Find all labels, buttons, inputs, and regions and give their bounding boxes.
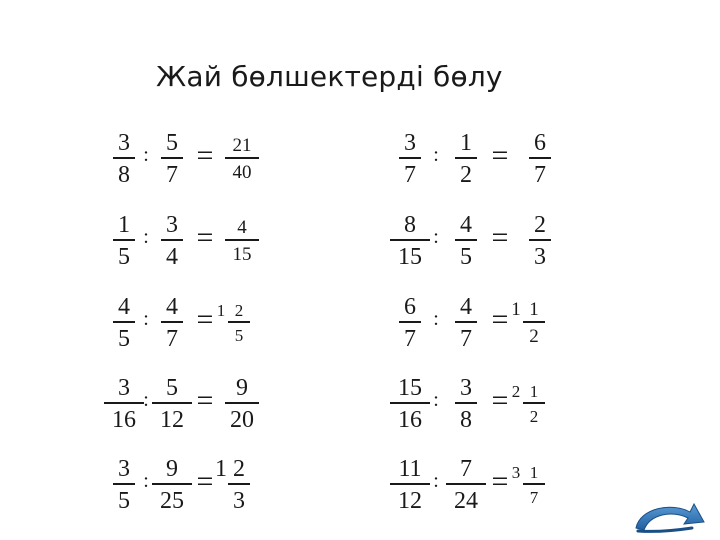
denominator: 8 bbox=[118, 162, 130, 188]
denominator: 7 bbox=[404, 162, 416, 188]
fraction-bar bbox=[161, 321, 183, 323]
whole-part: 1 bbox=[216, 301, 226, 320]
fraction-bar bbox=[152, 402, 192, 404]
numerator: 15 bbox=[398, 375, 422, 401]
numerator: 4 bbox=[118, 294, 130, 320]
equals-sign: = bbox=[196, 221, 214, 254]
fraction-bar bbox=[455, 402, 477, 404]
whole-part: 1 bbox=[215, 456, 227, 482]
fraction-bar bbox=[523, 402, 545, 404]
back-arrow-button[interactable] bbox=[632, 498, 708, 534]
denominator: 7 bbox=[534, 162, 546, 188]
divide-sign: : bbox=[433, 470, 439, 492]
equals-sign: = bbox=[491, 303, 509, 336]
fraction-bar bbox=[523, 483, 545, 485]
denominator: 12 bbox=[398, 488, 422, 514]
divide-sign: : bbox=[143, 389, 149, 411]
denominator: 8 bbox=[460, 407, 472, 433]
equals-sign: = bbox=[196, 384, 214, 417]
numerator: 3 bbox=[118, 375, 130, 401]
equals-sign: = bbox=[491, 139, 509, 172]
curved-arrow-back-icon bbox=[632, 498, 708, 534]
denominator: 20 bbox=[230, 407, 254, 433]
fraction-bar bbox=[104, 402, 144, 404]
fraction-bar bbox=[455, 157, 477, 159]
denominator: 5 bbox=[118, 244, 130, 270]
numerator: 3 bbox=[404, 130, 416, 156]
denominator: 40 bbox=[232, 162, 252, 183]
numerator: 3 bbox=[460, 375, 472, 401]
numerator: 6 bbox=[534, 130, 546, 156]
equals-sign: = bbox=[491, 384, 509, 417]
fraction-bar bbox=[399, 321, 421, 323]
denominator: 5 bbox=[118, 488, 130, 514]
fraction-bar bbox=[113, 239, 135, 241]
numerator: 5 bbox=[166, 375, 178, 401]
page-title: Жай бөлшектерді бөлу bbox=[156, 60, 503, 93]
equals-sign: = bbox=[196, 303, 214, 336]
fraction-bar bbox=[455, 321, 477, 323]
numerator: 1 bbox=[460, 130, 472, 156]
whole-part: 1 bbox=[511, 299, 521, 320]
denominator: 2 bbox=[529, 326, 539, 347]
fraction-bar bbox=[390, 402, 430, 404]
denominator: 24 bbox=[454, 488, 478, 514]
denominator: 7 bbox=[166, 326, 178, 352]
divide-sign: : bbox=[433, 144, 439, 166]
fraction-bar bbox=[228, 483, 250, 485]
denominator: 5 bbox=[234, 326, 244, 345]
numerator: 2 bbox=[234, 301, 244, 320]
numerator: 11 bbox=[398, 456, 422, 482]
denominator: 4 bbox=[166, 244, 178, 270]
numerator: 1 bbox=[529, 382, 539, 401]
numerator: 1 bbox=[118, 212, 130, 238]
equals-sign: = bbox=[491, 221, 509, 254]
fraction-bar bbox=[113, 321, 135, 323]
denominator: 16 bbox=[398, 407, 422, 433]
denominator: 5 bbox=[118, 326, 130, 352]
fraction-bar bbox=[225, 157, 259, 159]
fraction-bar bbox=[529, 239, 551, 241]
numerator: 1 bbox=[529, 299, 539, 320]
numerator: 8 bbox=[404, 212, 416, 238]
divide-sign: : bbox=[433, 308, 439, 330]
numerator: 3 bbox=[118, 130, 130, 156]
fraction-bar bbox=[228, 321, 250, 323]
divide-sign: : bbox=[143, 308, 149, 330]
divide-sign: : bbox=[143, 144, 149, 166]
numerator: 4 bbox=[460, 294, 472, 320]
denominator: 7 bbox=[166, 162, 178, 188]
numerator: 1 bbox=[529, 463, 539, 482]
fraction-bar bbox=[225, 239, 259, 241]
equals-sign: = bbox=[491, 465, 509, 498]
numerator: 2 bbox=[534, 212, 546, 238]
fraction-bar bbox=[390, 483, 430, 485]
divide-sign: : bbox=[143, 226, 149, 248]
denominator: 15 bbox=[232, 244, 252, 265]
divide-sign: : bbox=[433, 226, 439, 248]
whole-part: 3 bbox=[511, 463, 521, 482]
numerator: 6 bbox=[404, 294, 416, 320]
fraction-bar bbox=[446, 483, 486, 485]
denominator: 25 bbox=[160, 488, 184, 514]
numerator: 4 bbox=[460, 212, 472, 238]
denominator: 2 bbox=[529, 407, 539, 426]
fraction-bar bbox=[529, 157, 551, 159]
denominator: 7 bbox=[404, 326, 416, 352]
fraction-bar bbox=[113, 483, 135, 485]
fraction-bar bbox=[161, 157, 183, 159]
fraction-bar bbox=[390, 239, 430, 241]
denominator: 3 bbox=[233, 488, 245, 514]
numerator: 9 bbox=[166, 456, 178, 482]
denominator: 2 bbox=[460, 162, 472, 188]
numerator: 3 bbox=[166, 212, 178, 238]
denominator: 12 bbox=[160, 407, 184, 433]
denominator: 3 bbox=[534, 244, 546, 270]
equals-sign: = bbox=[196, 465, 214, 498]
fraction-bar bbox=[455, 239, 477, 241]
denominator: 15 bbox=[398, 244, 422, 270]
fraction-bar bbox=[399, 157, 421, 159]
fraction-bar bbox=[113, 157, 135, 159]
numerator: 21 bbox=[232, 135, 252, 156]
numerator: 7 bbox=[460, 456, 472, 482]
fraction-bar bbox=[161, 239, 183, 241]
numerator: 5 bbox=[166, 130, 178, 156]
numerator: 2 bbox=[233, 456, 245, 482]
numerator: 9 bbox=[236, 375, 248, 401]
denominator: 7 bbox=[529, 488, 539, 507]
denominator: 5 bbox=[460, 244, 472, 270]
numerator: 4 bbox=[237, 217, 247, 238]
equals-sign: = bbox=[196, 139, 214, 172]
fraction-bar bbox=[152, 483, 192, 485]
fraction-bar bbox=[523, 321, 545, 323]
numerator: 4 bbox=[166, 294, 178, 320]
divide-sign: : bbox=[433, 389, 439, 411]
numerator: 3 bbox=[118, 456, 130, 482]
whole-part: 2 bbox=[511, 382, 521, 401]
denominator: 16 bbox=[112, 407, 136, 433]
fraction-bar bbox=[225, 402, 259, 404]
denominator: 7 bbox=[460, 326, 472, 352]
divide-sign: : bbox=[143, 470, 149, 492]
